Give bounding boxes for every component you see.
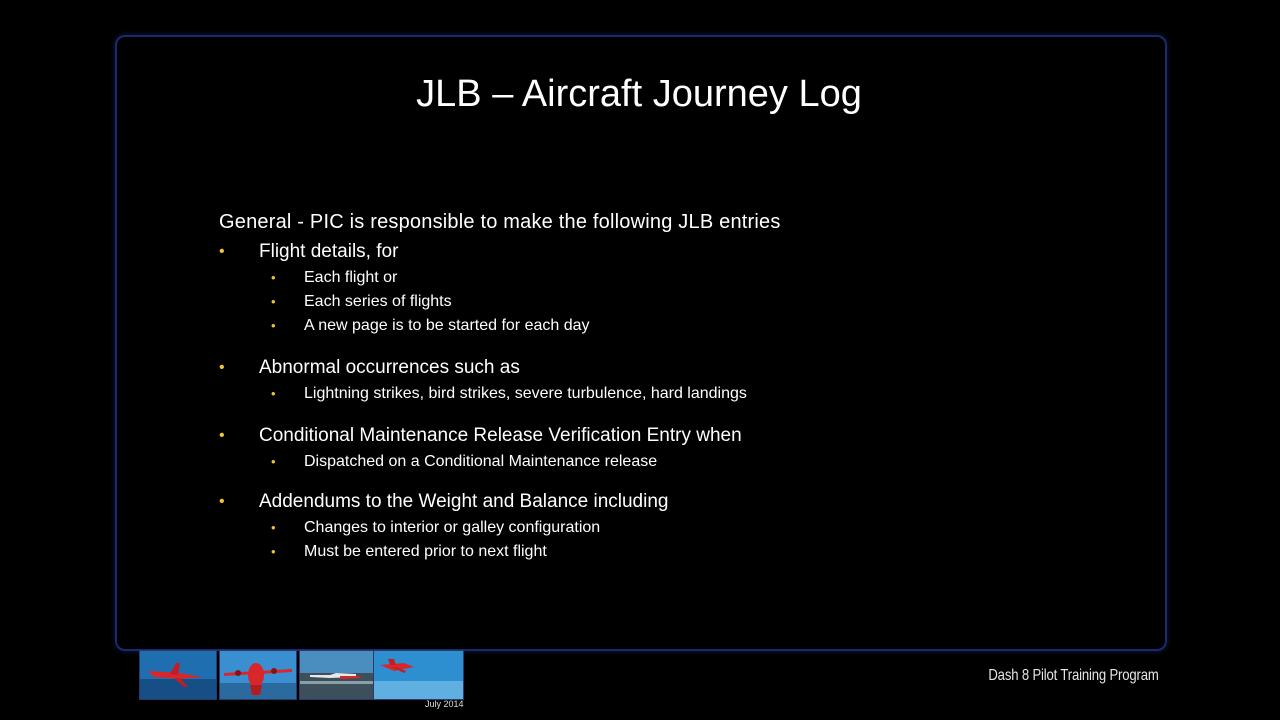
program-footer: Dash 8 Pilot Training Program: [988, 667, 1159, 684]
red-aircraft-front-photo: [219, 650, 297, 700]
sub-bullet-label: Each series of flights: [304, 293, 452, 310]
sub-bullet-icon: •: [271, 294, 276, 309]
sub-bullet-icon: •: [271, 386, 276, 401]
red-aircraft-over-water-photo: [139, 650, 217, 700]
sub-bullet-item: [219, 540, 1119, 564]
sub-bullet-icon: •: [271, 318, 276, 333]
sub-bullet-item: [219, 314, 1119, 338]
red-aircraft-takeoff-photo: [373, 650, 464, 700]
slide-title: JLB – Aircraft Journey Log: [416, 73, 862, 115]
sub-bullet-label: A new page is to be started for each day: [304, 317, 590, 334]
intro-text: General - PIC is responsible to make the following JLB entries: [219, 211, 781, 233]
sub-bullet-icon: •: [271, 520, 276, 535]
sub-bullet-label: Lightning strikes, bird strikes, severe turbulence, hard landings: [304, 385, 747, 402]
sub-bullet-icon: •: [271, 270, 276, 285]
sub-bullet-label: Changes to interior or galley configuration: [304, 519, 601, 536]
bullet-label: Flight details, for: [259, 241, 399, 262]
bullet-item: [219, 488, 1119, 516]
sub-bullet-item: [219, 382, 1119, 406]
date-label: July 2014: [425, 699, 464, 709]
sub-bullet-item: [219, 516, 1119, 540]
bullet-item: [219, 238, 1119, 266]
bullet-item: [219, 354, 1119, 382]
bullet-icon: •: [219, 493, 225, 510]
sub-bullet-label: Must be entered prior to next flight: [304, 543, 547, 560]
sub-bullet-icon: •: [271, 544, 276, 559]
section-conditional-maintenance: [219, 422, 1119, 474]
bullet-label: Addendums to the Weight and Balance including: [259, 491, 669, 512]
sub-bullet-item: [219, 266, 1119, 290]
section-weight-balance: [219, 488, 1119, 564]
aircraft-on-runway-photo: [299, 650, 377, 700]
bullet-icon: •: [219, 243, 225, 260]
bullet-label: Abnormal occurrences such as: [259, 357, 520, 378]
slide-content: [219, 208, 1119, 564]
sub-bullet-item: [219, 290, 1119, 314]
sub-bullet-item: [219, 450, 1119, 474]
sub-bullet-label: Dispatched on a Conditional Maintenance release: [304, 453, 658, 470]
section-flight-details: [219, 238, 1119, 338]
bullet-icon: •: [219, 359, 225, 376]
sub-bullet-icon: •: [271, 454, 276, 469]
section-abnormal-occurrences: [219, 354, 1119, 406]
sub-bullet-label: Each flight or: [304, 269, 398, 286]
bullet-item: [219, 422, 1119, 450]
bullet-label: Conditional Maintenance Release Verification Entry when: [259, 425, 742, 446]
bullet-icon: •: [219, 427, 225, 444]
